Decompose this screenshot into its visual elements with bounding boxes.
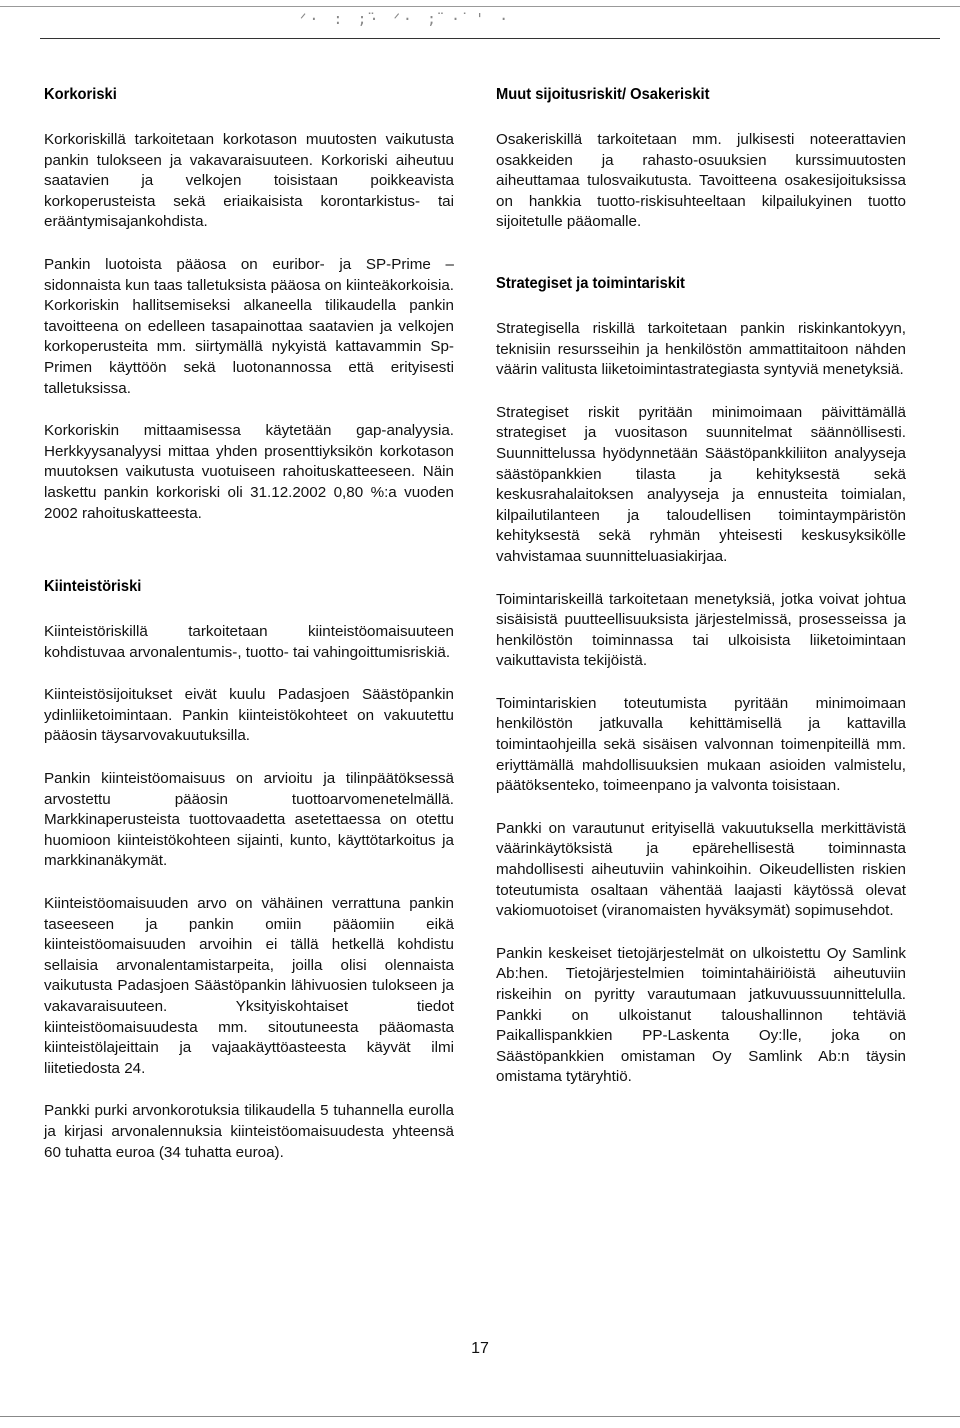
strategiset-paragraph-5: Pankki on varautunut erityisellä vakuutuksella merkittävistä väärinkäytöksistä ja epärehellisestä toiminnasta mahdollisesti aiheutuviin vahinkoihin. Oikeudellisten riskien toteutumista osaltaan vähentää laajasti käytössä olevat vakiomuotoiset (viranomaisten hyväksymät) sopimusehdot. [496, 819, 906, 920]
muut-sijoitusriskit-paragraph-1: Osakeriskillä tarkoitetaan mm. julkisesti noteerattavien osakkeiden ja rahasto-osuuksien kurssimuutosten aiheuttamaa tulosvaikutusta. Tavoitteena osakesijoituksissa on hankkia tuotto-riskisuhteeltaan kilpailukyinen tuotto sijoitetulle pääomalle. [496, 131, 906, 231]
korkoriski-paragraph-3: Korkoriskin mittaamisessa käytetään gap-analyysia. Herkkyysanalyysi mittaa yhden prosenttiyksikön korkotason muutoksen vaikutusta vuotuiseen rahoituskatteeseen. Näin laskettu pankin korkoriski oli 31.12.2002 0,80 %:a vuoden 2002 rahoituskatteesta. [44, 422, 454, 522]
scan-bottom-line [0, 1416, 960, 1417]
strategiset-paragraph-4: Toimintariskien toteutumista pyritään minimoimaan henkilöstön jatkuvalla kehittämisellä ja kattavilla toimintaohjeilla sekä sisäisen valvonnan toimenpiteillä mm. eriyttämällä mahdollisuuksien mukaan asioiden valmistelu, päätöksenteko, toimeenpano ja valvonta toisistaan. [496, 694, 906, 795]
muut-sijoitusriskit-heading: Muut sijoitusriskit/ Osakeriskit [496, 86, 710, 103]
strategiset-heading: Strategiset ja toimintariskit [496, 274, 685, 292]
kiinteistoriski-paragraph-4: Kiinteistöomaisuuden arvo on vähäinen verrattuna pankin taseeseen ja pankin omiin pääomiin eikä kiinteistöomaisuuden arvoihin ei tällä hetkellä kohdistu sellaisia arvonalentamistarpeita, joilla olisi olennaista vaikutusta Padasjoen Säästöpankin lähivuosien tulokseen ja vakavaraisuuteen. Yksityiskohtaiset tiedot kiinteistöomaisuudesta mm. sitoutuneesta pääomasta kiinteistölajeittain ja vajaakäyttöasteesta käyvät ilmi liitetiedosta 24. [44, 895, 454, 1077]
scan-header-line [40, 38, 940, 39]
kiinteistoriski-heading: Kiinteistöriski [44, 578, 142, 596]
korkoriski-heading: Korkoriski [44, 86, 117, 103]
header-noise: ᐟ· : ;̈· ᐟ· ;̈ ·̇ ' · [300, 10, 512, 28]
scan-top-line [0, 6, 960, 7]
korkoriski-paragraph-1: Korkoriskillä tarkoitetaan korkotason muutosten vaikutusta pankin tulokseen ja vakavaraisuuteen. Korkoriski aiheutuu saatavien ja velkojen toisistaan poikkeavista korkoperusteista sekä eriaikaisista korontarkistus- tai erääntymisajankohdista. [44, 131, 454, 231]
korkoriski-paragraph-2: Pankin luotoista pääosa on euribor- ja SP-Prime –sidonnaista kun taas talletuksista pääosa on kiinteäkorkoisia. Korkoriskin hallitsemiseksi alkaneella tilikaudella pankin tavoitteena on edelleen tasapainottaa saatavien ja velkojen korkoperusteita mm. siirtymällä nykyistä kattavammin Sp-Primen käyttöön sekä luotonannossa että erityisesti talletuksissa. [44, 255, 454, 397]
page-number: 17 [471, 1340, 489, 1357]
kiinteistoriski-paragraph-2: Kiinteistösijoitukset eivät kuulu Padasjoen Säästöpankin ydinliiketoimintaan. Pankin kiinteistökohteet on vakuutettu pääosin täysarvovakuutuksilla. [44, 686, 454, 745]
strategiset-paragraph-1: Strategisella riskillä tarkoitetaan pankin riskinkantokyyn, teknisiin resursseihin ja henkilöstön ammattitaitoon nähden väärin valitusta liiketoimintastrategiasta syntyviä menetyksiä. [496, 319, 906, 379]
strategiset-paragraph-3: Toimintariskeillä tarkoitetaan menetyksiä, jotka voivat johtua sisäisistä puutteellisuuksista järjestelmissä, prosesseissa ja henkilöstön toiminnassa tai ulkoisista liiketoimintaan vaikuttavista tekijöistä. [496, 590, 906, 670]
kiinteistoriski-paragraph-3: Pankin kiinteistöomaisuus on arvioitu ja tilinpäätöksessä arvostettu pääosin tuottoarvomenetelmällä. Markkinaperusteista tuottovaadetta asetettaessa on otettu huomioon kiinteistökohteen sijainti, kunto, käyttötarkoitus ja markkinanäkymät. [44, 770, 454, 870]
strategiset-paragraph-2: Strategiset riskit pyritään minimoimaan päivittämällä strategiset ja vuositason suunnitelmat säännöllisesti. Suunnittelussa hyödynnetään Säästöpankkiliiton analyyseja säästöpankkien tilasta ja kehityksestä sekä keskusrahalaitoksen analyyseja ja ennusteita toimialan, kilpailutilanteen ja taloudellisen toimintaympäristön kehityksestä sekä ryhmän yhteisesti keskusyksikölle vahvistamaa suunnitteluasiakirjaa. [496, 403, 906, 565]
right-column [496, 86, 906, 1110]
kiinteistoriski-paragraph-1: Kiinteistöriskillä tarkoitetaan kiinteistöomaisuuteen kohdistuvaa arvonalentumis-, tuotto- tai vahingoittumisriskiä. [44, 623, 454, 661]
left-column [44, 86, 454, 1185]
kiinteistoriski-paragraph-5: Pankki purki arvonkorotuksia tilikaudella 5 tuhannella eurolla ja kirjasi arvonalennuksia kiinteistöomaisuudesta yhteensä 60 tuhatta euroa (34 tuhatta euroa). [44, 1102, 454, 1161]
strategiset-paragraph-6: Pankin keskeiset tietojärjestelmät on ulkoistettu Oy Samlink Ab:hen. Tietojärjestelmien toimintahäiriöistä aiheutuviin riskeihin on pyritty varautumaan jatkuvuussuunnittelulla. Pankki on ulkoistanut taloushallinnon tehtäviä Paikallispankkien PP-Laskenta Oy:lle, joka on Säästöpankkien omistaman Oy Samlink Ab:n täysin omistama tytäryhtiö. [496, 944, 906, 1086]
